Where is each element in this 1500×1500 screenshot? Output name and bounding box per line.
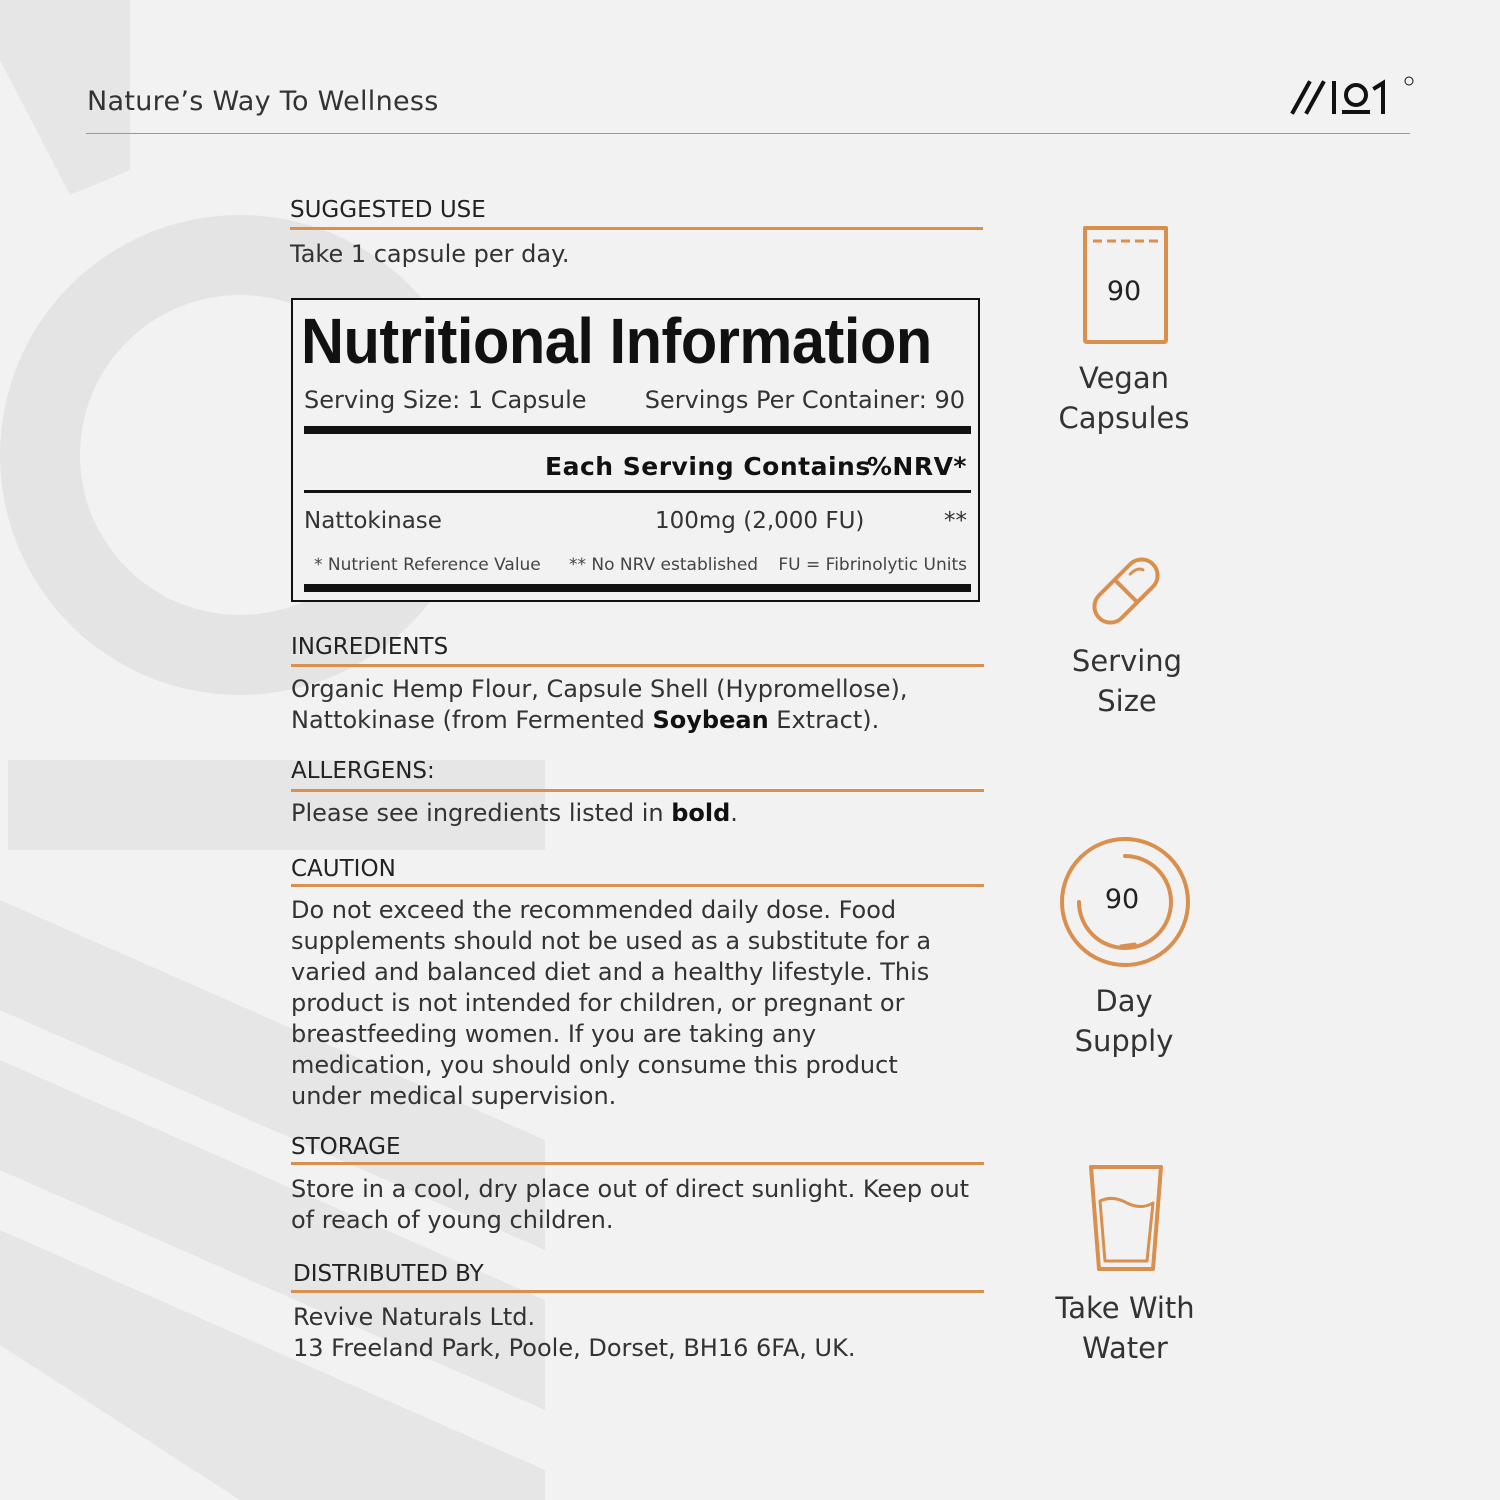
ingredients-text: [291, 674, 907, 736]
storage-heading: STORAGE: [291, 1134, 401, 1160]
suggested-use-text: Take 1 capsule per day.: [290, 240, 570, 268]
caution-line: varied and balanced diet and a healthy lifestyle. This: [291, 958, 930, 986]
take-with-water-label: [1025, 1288, 1225, 1368]
distributor-street: 13 Freeland Park, Poole, Dorset, BH16 6FA, UK.: [293, 1334, 856, 1362]
allergens-text-post: .: [730, 799, 738, 827]
serving-size-label: [1027, 641, 1227, 721]
vegan-capsules-label: [1024, 358, 1224, 438]
tagline: Nature’s Way To Wellness: [87, 86, 439, 117]
ingredients-line-2: [291, 705, 907, 736]
nutrient-nrv: **: [944, 508, 967, 534]
capsule-icon: [1083, 548, 1169, 634]
caution-line: supplements should not be used as a substitute for a: [291, 927, 932, 955]
column-header: Each Serving Contains: [545, 452, 871, 481]
allergens-rule: [291, 789, 984, 792]
allergens-heading: ALLERGENS:: [291, 758, 435, 784]
ingredients-heading: INGREDIENTS: [291, 634, 449, 660]
allergens-text: [291, 798, 738, 829]
caution-line: medication, you should only consume this product: [291, 1051, 898, 1079]
water-glass-icon: [1087, 1163, 1167, 1275]
nutrient-name: Nattokinase: [304, 508, 442, 534]
brand-logo: [1290, 74, 1415, 120]
allergen-soybean: Soybean: [652, 706, 769, 734]
caution-line: under medical supervision.: [291, 1082, 617, 1110]
storage-line: of reach of young children.: [291, 1206, 614, 1234]
ingredients-line-1: Organic Hemp Flour, Capsule Shell (Hypromellose),: [291, 675, 908, 703]
feature-label-line: Size: [1097, 684, 1157, 718]
ingredients-rule: [291, 664, 984, 667]
storage-text: [291, 1174, 969, 1236]
caution-line: breastfeeding women. If you are taking any: [291, 1020, 817, 1048]
caution-rule: [291, 884, 984, 887]
suggested-use-heading: SUGGESTED USE: [290, 197, 486, 223]
nutrient-amount: 100mg (2,000 FU): [655, 508, 865, 534]
day-count: 90: [1104, 884, 1140, 915]
footnote-no-nrv: ** No NRV established: [569, 555, 759, 575]
distributor-address: [293, 1302, 855, 1364]
ingredients-line-2-post: Extract).: [768, 706, 880, 734]
caution-heading: CAUTION: [291, 856, 396, 882]
day-supply-label: [1024, 981, 1224, 1061]
caution-text: [291, 895, 931, 1112]
feature-label-line: Water: [1082, 1331, 1168, 1365]
allergens-text-bold: bold: [671, 799, 731, 827]
storage-rule: [291, 1162, 984, 1165]
nutrition-facts-panel: [291, 298, 980, 602]
feature-label-line: Vegan: [1079, 361, 1169, 395]
caution-line: Do not exceed the recommended daily dose. Food: [291, 896, 897, 924]
distributed-rule: [291, 1290, 984, 1293]
footnote-nrv: * Nutrient Reference Value: [314, 555, 541, 575]
feature-label-line: Take With: [1055, 1291, 1195, 1325]
serving-size: Serving Size: 1 Capsule: [304, 386, 587, 414]
feature-label-line: Capsules: [1058, 401, 1190, 435]
nutrition-title: Nutritional Information: [301, 305, 932, 377]
servings-per-container: Servings Per Container: 90: [644, 386, 965, 414]
thin-rule: [304, 490, 971, 493]
feature-label-line: Supply: [1074, 1024, 1174, 1058]
distributed-heading: DISTRIBUTED BY: [293, 1261, 484, 1287]
ingredients-line-2-pre: Nattokinase (from Fermented: [291, 706, 653, 734]
storage-line: Store in a cool, dry place out of direct sunlight. Keep out: [291, 1175, 970, 1203]
footnote-fu: FU = Fibrinolytic Units: [778, 555, 967, 575]
thick-rule-bottom: [304, 584, 971, 592]
suggested-use-rule: [290, 227, 983, 230]
distributor-name: Revive Naturals Ltd.: [293, 1303, 536, 1331]
feature-label-line: Serving: [1071, 644, 1183, 678]
pouch-count: 90: [1106, 276, 1142, 307]
nrv-header: %NRV*: [866, 452, 967, 481]
allergens-text-pre: Please see ingredients listed in: [291, 799, 672, 827]
thick-rule: [304, 426, 971, 434]
header-divider: [86, 133, 1410, 134]
feature-label-line: Day: [1095, 984, 1153, 1018]
caution-line: product is not intended for children, or pregnant or: [291, 989, 905, 1017]
